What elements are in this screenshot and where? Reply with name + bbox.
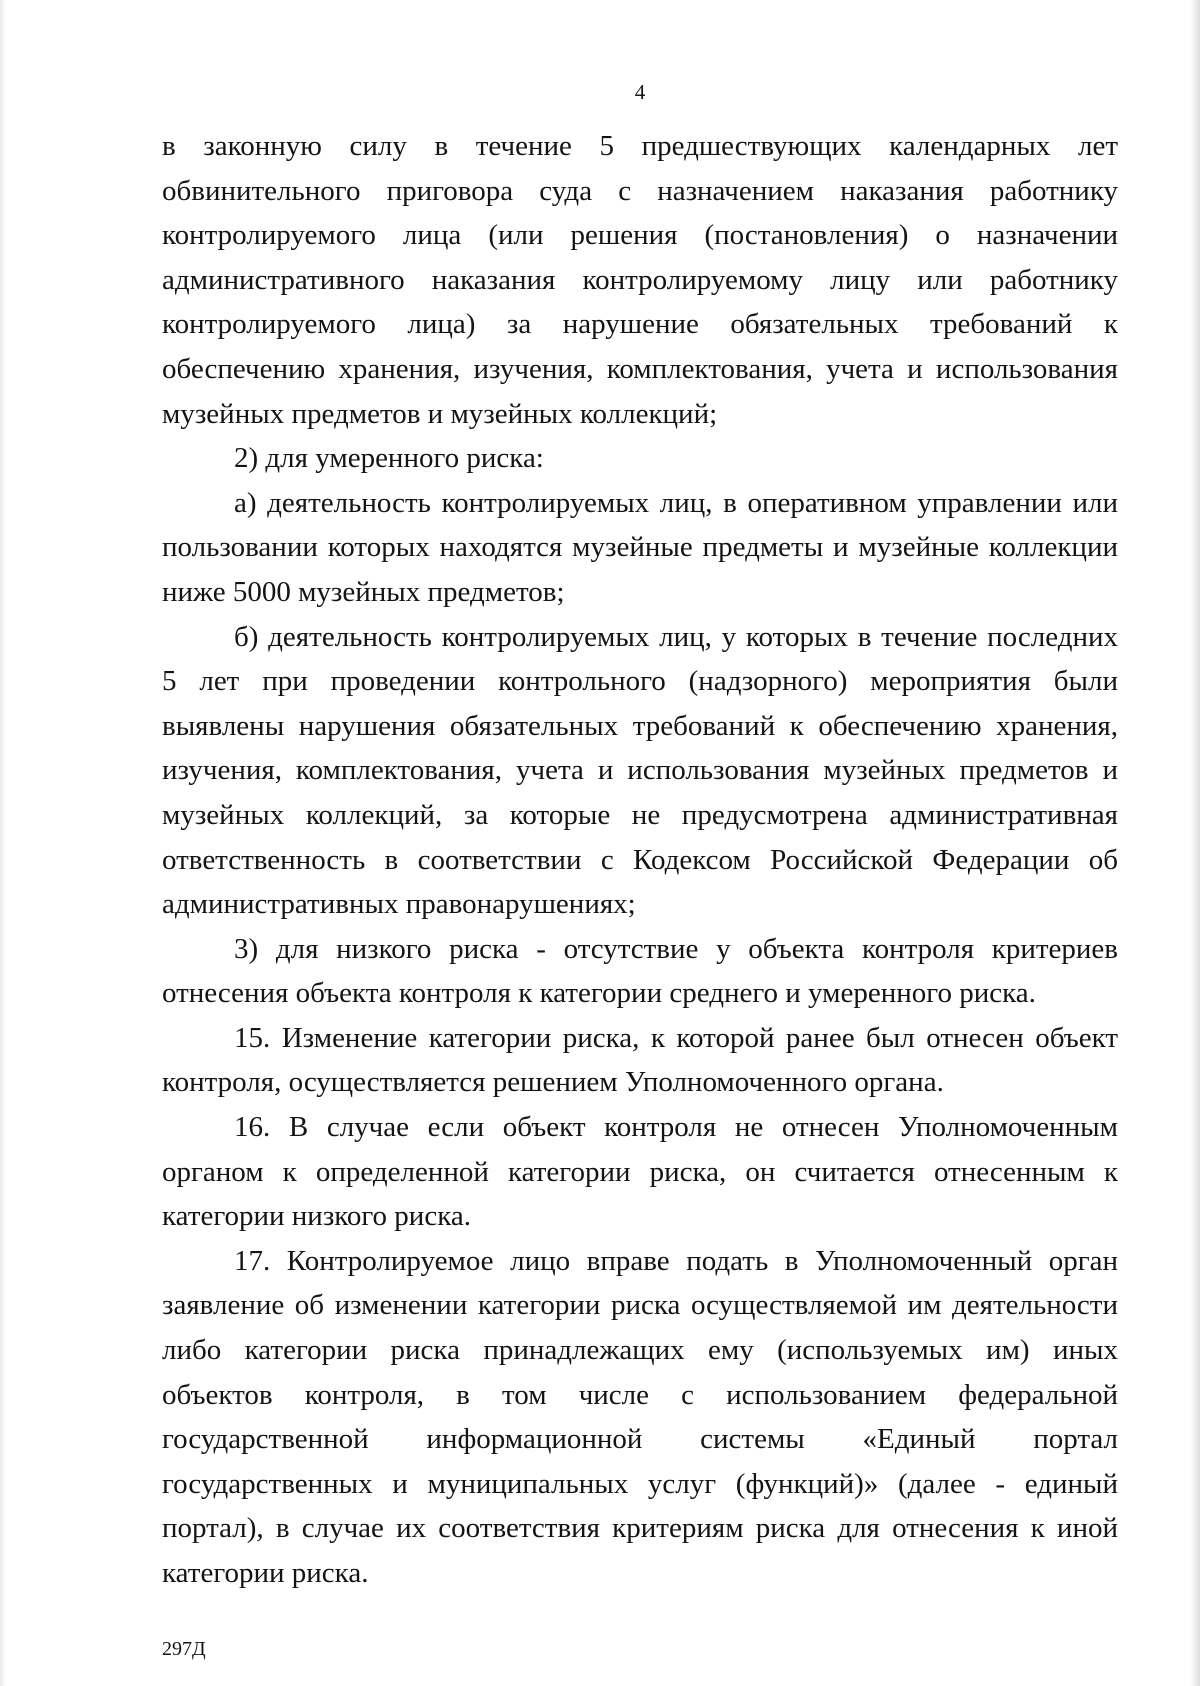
paragraph-continuation: в законную силу в течение 5 предшествующих календарных лет обвинительного приговора суда с назначением наказания работнику контролируемого лица (или решения (постановления) о назначении административного наказания контролируемому лицу или работнику контролируемого лица) за нарушение обязательных требований к обеспечению хранения, изучения, комплектования, учета и использования музейных предметов и музейных коллекций; (162, 130, 1118, 430)
paragraph-low-risk: 3) для низкого риска - отсутствие у объекта контроля критериев отнесения объекта контроля к категории среднего и умеренного риска. (162, 932, 1118, 1010)
scan-edge-right (1190, 0, 1200, 1686)
paragraph-moderate-risk-a: а) деятельность контролируемых лиц, в оперативном управлении или пользовании которых находятся музейные предметы и музейные коллекции ниже 5000 музейных предметов; (162, 486, 1118, 608)
paragraph-item-17: 17. Контролируемое лицо вправе подать в Уполномоченный орган заявление об изменении категории риска осуществляемой им деятельности либо категории риска принадлежащих ему (используемых им) иных объектов контроля, в том числе с использованием федеральной государственной информационной системы «Единый портал государственных и муниципальных услуг (функций)» (далее - единый портал), в случае их соответствия критериям риска для отнесения к иной категории риска. (162, 1244, 1118, 1589)
page-number: 4 (634, 80, 646, 104)
paragraph-item-16: 16. В случае если объект контроля не отнесен Уполномоченным органом к определенной категории риска, он считается отнесенным к категории низкого риска. (162, 1111, 1118, 1233)
document-code: 297Д (162, 1638, 206, 1660)
paragraph-moderate-risk-heading: 2) для умеренного риска: (234, 442, 544, 475)
document-body (162, 124, 1118, 1596)
scan-edge-left (0, 0, 6, 1686)
paragraph-item-15: 15. Изменение категории риска, к которой ранее был отнесен объект контроля, осуществляется решением Уполномоченного органа. (162, 1021, 1118, 1099)
paragraph-moderate-risk-b: б) деятельность контролируемых лиц, у которых в течение последних 5 лет при проведении контрольного (надзорного) мероприятия были выявлены нарушения обязательных требований к обеспечению хранения, изучения, комплектования, учета и использования музейных предметов и музейных коллекций, за которые не предусмотрена административная ответственность в соответствии с Кодексом Российской Федерации об административных правонарушениях; (162, 620, 1118, 921)
